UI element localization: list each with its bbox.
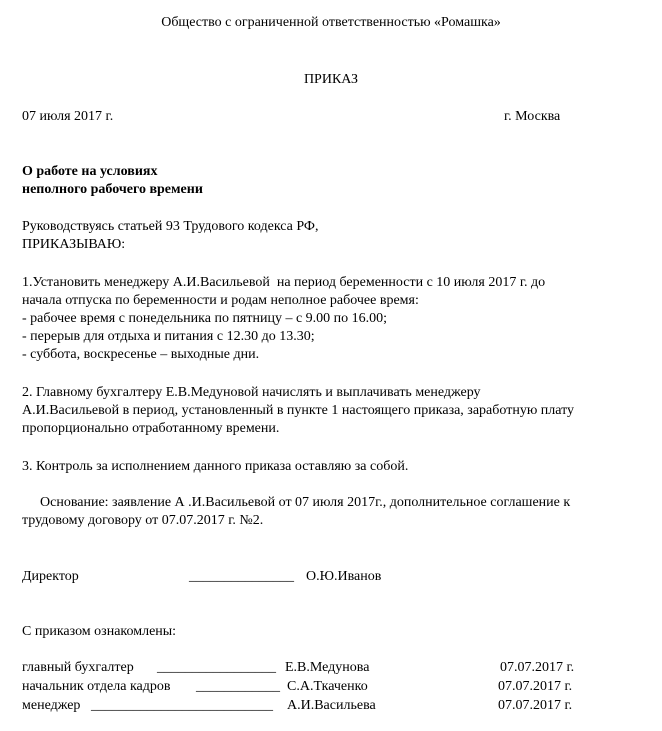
item-2-line-1: 2. Главному бухгалтеру Е.В.Медуновой начислять и выплачивать менеджеру xyxy=(22,385,481,400)
organization-name: Общество с ограниченной ответственностью «Ромашка» xyxy=(161,15,501,30)
ack-row-2-date: 07.07.2017 г. xyxy=(498,679,573,694)
preamble-line-1: Руководствуясь статьей 93 Трудового кодекса РФ, xyxy=(22,219,319,234)
signature-title: Директор xyxy=(22,569,79,584)
ack-row-1-position: главный бухгалтер xyxy=(22,660,134,675)
ack-row-3-name: А.И.Васильева xyxy=(287,698,376,713)
preamble-line-2: ПРИКАЗЫВАЮ: xyxy=(22,237,126,252)
ack-row-1-name: Е.В.Медунова xyxy=(285,660,370,675)
ack-row-2-line: ____________ xyxy=(196,679,280,694)
ack-row-3-date: 07.07.2017 г. xyxy=(498,698,573,713)
acknowledged-heading: С приказом ознакомлены: xyxy=(22,624,177,639)
document-date: 07 июля 2017 г. xyxy=(22,109,114,124)
item-3-line-1: 3. Контроль за исполнением данного приказа оставляю за собой. xyxy=(22,459,409,474)
subject-line-2: неполного рабочего времени xyxy=(22,182,203,197)
document-city: г. Москва xyxy=(504,109,561,124)
item-2-line-2: А.И.Васильевой в период, установленный в пункте 1 настоящего приказа, заработную плату xyxy=(22,403,575,418)
signature-name: О.Ю.Иванов xyxy=(306,569,382,584)
item-1-line-4: - перерыв для отдыха и питания с 12.30 до 13.30; xyxy=(22,329,315,344)
subject-line-1: О работе на условиях xyxy=(22,164,158,179)
ack-row-1-line: _________________ xyxy=(157,660,276,675)
item-2-line-3: пропорционально отработанному времени. xyxy=(22,421,280,436)
ack-row-3-position: менеджер xyxy=(22,698,81,713)
item-1-line-1: 1.Установить менеджеру А.И.Васильевой на период беременности с 10 июля 2017 г. до xyxy=(22,275,546,290)
ack-row-2-name: С.А.Ткаченко xyxy=(287,679,368,694)
ack-row-1-date: 07.07.2017 г. xyxy=(500,660,575,675)
ack-row-3-line: __________________________ xyxy=(91,698,273,713)
item-1-line-3: - рабочее время с понедельника по пятницу – с 9.00 по 16.00; xyxy=(22,311,388,326)
basis-line-2: трудовому договору от 07.07.2017 г. №2. xyxy=(22,513,264,528)
document-type: ПРИКАЗ xyxy=(303,72,359,87)
item-1-line-2: начала отпуска по беременности и родам неполное рабочее время: xyxy=(22,293,419,308)
item-1-line-5: - суббота, воскресенье – выходные дни. xyxy=(22,347,260,362)
basis-line-1: Основание: заявление А .И.Васильевой от 07 июля 2017г., дополнительное соглашение к xyxy=(40,495,571,510)
signature-line: _______________ xyxy=(189,569,294,584)
ack-row-2-position: начальник отдела кадров xyxy=(22,679,171,694)
